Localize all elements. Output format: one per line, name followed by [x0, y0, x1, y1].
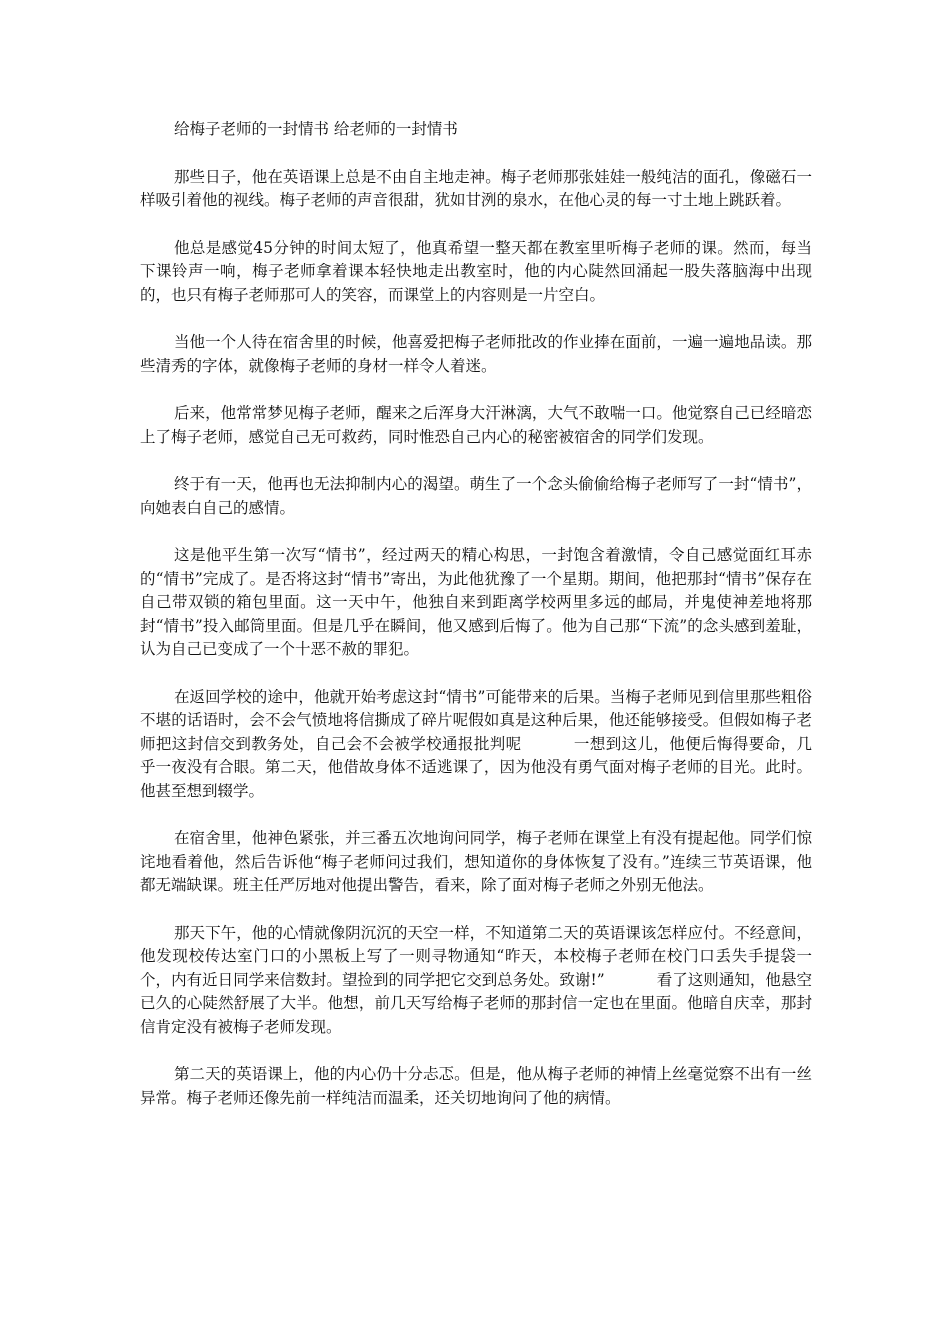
- paragraph: 他总是感觉45分钟的时间太短了，他真希望一整天都在教室里听梅子老师的课。然而，每当下课铃声一响，梅子老师拿着课本轻快地走出教室时，他的内心陡然回涌起一股失落脑海中出现的，也只有梅子老师那可人的笑容，而课堂上的内容则是一片空白。: [140, 238, 812, 304]
- document-body: [140, 118, 812, 1134]
- paragraph: 这是他平生第一次写“情书”，经过两天的精心构思，一封饱含着激情，令自己感觉面红耳赤的“情书”完成了。是否将这封“情书”寄出，为此他犹豫了一个星期。期间，他把那封“情书”保存在自己带双锁的箱包里面。这一天中午，他独自来到距离学校两里多远的邮局，并鬼使神差地将那封“情书”投入邮筒里面。但是几乎在瞬间，他又感到后悔了。他为自己那“下流”的念头感到羞耻，认为自己已变成了一个十恶不赦的罪犯。: [140, 546, 812, 658]
- paragraph: 当他一个人待在宿舍里的时候，他喜爱把梅子老师批改的作业捧在面前，一遍一遍地品读。那些清秀的字体，就像梅子老师的身材一样令人着迷。: [140, 333, 812, 375]
- paragraph: 终于有一天，他再也无法抑制内心的渴望。萌生了一个念头偷偷给梅子老师写了一封“情书”，向她表白自己的感情。: [140, 475, 812, 517]
- paragraph-part: 看了这则通知，他悬空已久的心陡然舒展了大半。他想，前几天写给梅子老师的那封信一定也在里面。他暗自庆幸，那封信肯定没有被梅子老师发现。: [140, 970, 812, 1036]
- paragraph-part: 在返回学校的途中，他就开始考虑这封“情书”可能带来的后果。当梅子老师见到信里那些粗俗不堪的话语时，会不会气愤地将信撕成了碎片呢假如真是这种后果，他还能够接受。但假如梅子老师把这封信交到教务处，自己会不会被学校通报批判呢: [140, 687, 812, 753]
- paragraph: 在宿舍里，他神色紧张，并三番五次地询问同学，梅子老师在课堂上有没有提起他。同学们惊诧地看着他，然后告诉他“梅子老师问过我们，想知道你的身体恢复了没有。”连续三节英语课，他都无端缺课。班主任严厉地对他提出警告，看来，除了面对梅子老师之外别无他法。: [140, 829, 812, 894]
- paragraph: 后来，他常常梦见梅子老师，醒来之后浑身大汗淋漓，大气不敢喘一口。他觉察自己已经暗恋上了梅子老师，感觉自己无可救药，同时惟恐自己内心的秘密被宿舍的同学们发现。: [140, 404, 812, 446]
- paragraph-part: 那天下午，他的心情就像阴沉沉的天空一样，不知道第二天的英语课该怎样应付。不经意间，他发现校传达室门口的小黑板上写了一则寻物通知“昨天，本校梅子老师在校门口丢失手提袋一个，内有近日同学来信数封。望捡到的同学把它交到总务处。致谢!”: [140, 923, 812, 989]
- paragraph: [140, 922, 812, 1040]
- document-title: 给梅子老师的一封情书 给老师的一封情书: [174, 120, 458, 138]
- paragraph: 那些日子，他在英语课上总是不由自主地走神。梅子老师那张娃娃一般纯洁的面孔，像磁石一样吸引着他的视线。梅子老师的声音很甜，犹如甘洌的泉水，在他心灵的每一寸土地上跳跃着。: [140, 167, 812, 209]
- paragraph-part: 一想到这儿，他便后悔得要命，几乎一夜没有合眼。第二天，他借故身体不适逃课了，因为他没有勇气面对梅子老师的目光。此时。他甚至想到辍学。: [140, 734, 812, 800]
- paragraph: 第二天的英语课上，他的内心仍十分忐忑。但是，他从梅子老师的神情上丝毫觉察不出有一丝异常。梅子老师还像先前一样纯洁而温柔，还关切地询问了他的病情。: [140, 1065, 812, 1107]
- paragraph: [140, 686, 812, 804]
